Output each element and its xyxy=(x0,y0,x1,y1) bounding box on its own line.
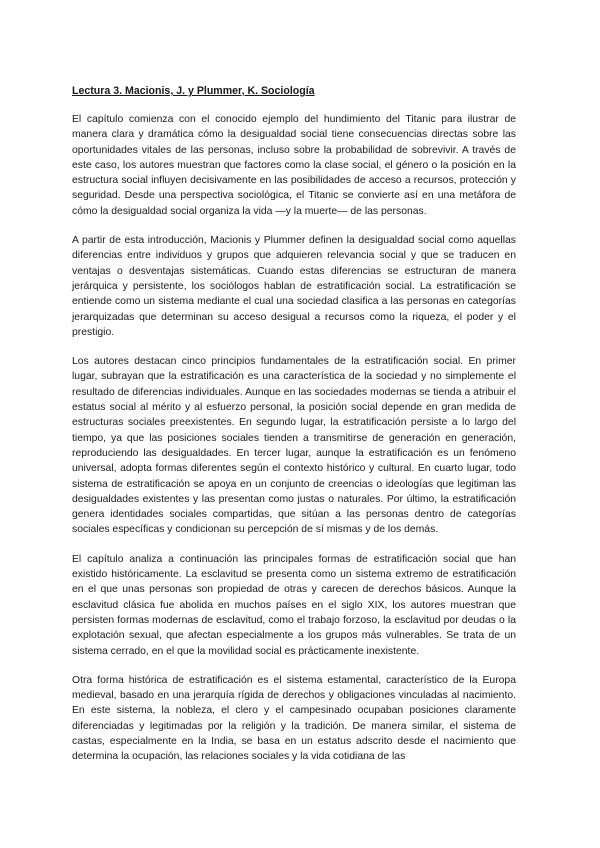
paragraph-slavery: El capítulo analiza a continuación las principales formas de estratificación social que han existido históricamente. La esclavitud se presenta como un sistema extremo de estratificación en el que unas personas son propiedad de otras y carecen de derechos básicos. Aunque la esclavitud clásica fue abolida en muchos países en el siglo XIX, los autores muestran que persisten formas modernas de esclavitud, como el trabajo forzoso, la esclavitud por deudas o la explotación sexual, que afectan especialmente a los grupos más vulnerables. Se trata de un sistema cerrado, en el que la movilidad social es prácticamente inexistente. xyxy=(72,553,516,657)
document-title: Lectura 3. Macionis, J. y Plummer, K. Sociología xyxy=(72,85,315,97)
paragraph-principles: Los autores destacan cinco principios fundamentales de la estratificación social. En primer lugar, subrayan que la estratificación es una característica de la sociedad y no simplemente el resultado de diferencias individuales. Aunque en las sociedades modernas se tienda a atribuir el estatus social al mérito y al esfuerzo personal, la posición social depende en gran medida de estructuras sociales preexistentes. En segundo lugar, la estratificación persiste a lo largo del tiempo, ya que las posiciones sociales tienden a transmitirse de generación en generación, reproduciendo las desigualdades. En tercer lugar, aunque la estratificación es un fenómeno universal, adopta formas diferentes según el contexto histórico y cultural. En cuarto lugar, todo sistema de estratificación se apoya en un conjunto de creencias o ideologías que legitiman las desigualdades existentes y las presentan como justas o naturales. Por último, la estratificación genera identidades sociales compartidas, que sitúan a las personas dentro de categorías sociales específicas y condicionan su percepción de sí mismas y de los demás. xyxy=(72,356,516,536)
paragraph-definition: A partir de esta introducción, Macionis y Plummer definen la desigualdad social como aquellas diferencias entre individuos y grupos que adquieren relevancia social y que se traducen en ventajas o desventajas sistemáticas. Cuando estas diferencias se estructuran de manera jerárquica y persistente, los sociólogos hablan de estratificación social. La estratificación se entiende como un sistema mediante el cual una sociedad clasifica a las personas en categorías jerarquizadas que determinan su acceso desigual a recursos como la riqueza, el poder y el prestigio. xyxy=(72,235,516,338)
paragraph-titanic-intro: El capítulo comienza con el conocido ejemplo del hundimiento del Titanic para ilustrar de manera clara y dramática cómo la desigualdad social tiene consecuencias directas sobre las oportunidades vitales de las personas, incluso sobre la probabilidad de sobrevivir. A través de este caso, los autores muestran que factores como la clase social, el género o la posición en la estructura social influyen decisivamente en las posibilidades de acceso a recursos, protección y seguridad. Desde una perspectiva sociológica, el Titanic se convierte así en una metáfora de cómo la desigualdad social organiza la vida —y la muerte— de las personas. xyxy=(72,114,516,217)
paragraph-estates-castes: Otra forma histórica de estratificación es el sistema estamental, característico de la Europa medieval, basado en una jerarquía rígida de derechos y obligaciones vinculadas al nacimiento. En este sistema, la nobleza, el clero y el campesinado ocupaban posiciones claramente diferenciadas y legitimadas por la religión y la tradición. De manera similar, el sistema de castas, especialmente en la India, se basa en un estatus adscrito desde el nacimiento que determina la ocupación, las relaciones sociales y la vida cotidiana de las xyxy=(72,674,516,763)
